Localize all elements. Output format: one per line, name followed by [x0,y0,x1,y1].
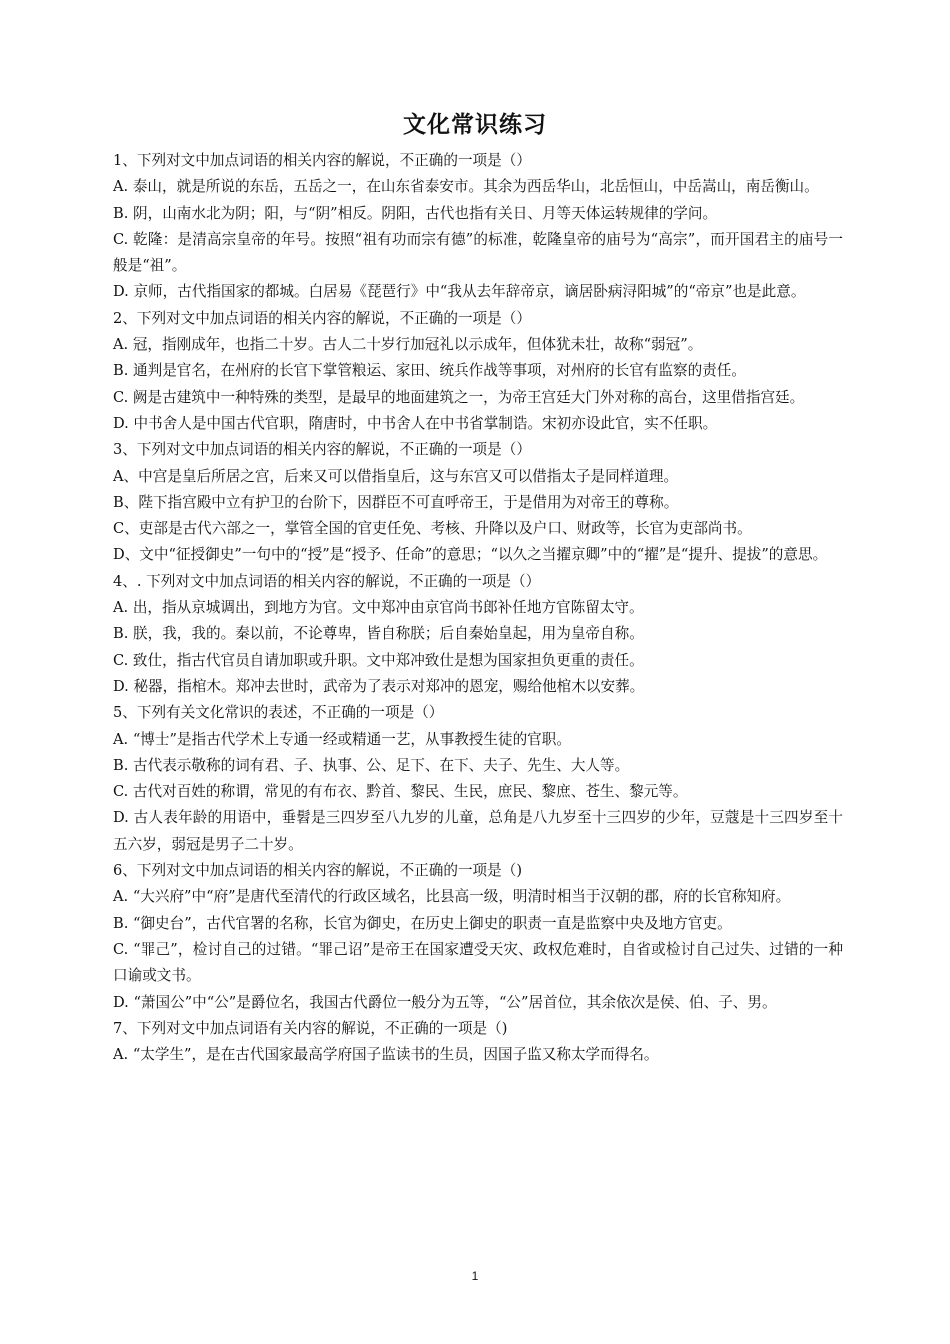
page-number: 1 [471,1269,479,1283]
question-5-option-b: B. 古代表示敬称的词有君、子、执事、公、足下、在下、夫子、先生、大人等。 [113,756,630,774]
question-3-stem: 3、下列对文中加点词语的相关内容的解说，不正确的一项是（） [113,441,531,459]
question-2-option-b: B. 通判是官名，在州府的长官下掌管粮运、家田、统兵作战等事项，对州府的长官有监察的责任。 [113,362,746,380]
question-6-option-c: C. “罪己”，检讨自己的过错。“罪己诏”是帝王在国家遭受天灾、政权危难时，自省或检讨自己过失、过错的一种口谕或文书。 [113,940,843,985]
question-1-option-a: A. 泰山，就是所说的东岳，五岳之一，在山东省泰安市。其余为西岳华山，北岳恒山，中岳嵩山，南岳衡山。 [113,178,819,196]
question-3-option-c: C、吏部是古代六部之一，掌管全国的官吏任免、考核、升降以及户口、财政等，长官为吏部尚书。 [113,520,752,538]
document-title: 文化常识练习 [403,112,547,138]
question-5-option-c: C. 古代对百姓的称谓，常见的有布衣、黔首、黎民、生民，庶民、黎庶、苍生、黎元等。 [113,783,688,801]
question-1-option-d: D. 京师，古代指国家的都城。白居易《琵琶行》中“我从去年辞帝京，谪居卧病浔阳城”的“帝京”也是此意。 [113,283,806,301]
question-2-option-a: A. 冠，指刚成年，也指二十岁。古人二十岁行加冠礼以示成年，但体犹未壮，故称“弱冠”。 [113,336,703,354]
question-1-option-c: C. 乾隆：是清高宗皇帝的年号。按照“祖有功而宗有德”的标准，乾隆皇帝的庙号为“高宗”，而开国君主的庙号一般是“祖”。 [113,230,843,275]
question-6-option-a: A. “大兴府”中“府”是唐代至清代的行政区域名，比县高一级，明清时相当于汉朝的郡，府的长官称知府。 [113,888,791,906]
question-5-option-d: D. 古人表年龄的用语中，垂髫是三四岁至八九岁的儿童，总角是八九岁至十三四岁的少年，豆蔻是十三四岁至十五六岁，弱冠是男子二十岁。 [113,809,843,853]
question-4-option-b: B. 朕，我，我的。秦以前，不论尊卑，皆自称朕；后自秦始皇起，用为皇帝自称。 [113,625,644,643]
question-5-option-a: A. “博士”是指古代学术上专通一经或精通一艺，从事教授生徒的官职。 [113,730,571,748]
question-6-option-d: D. “萧国公”中“公”是爵位名，我国古代爵位一般分为五等，“公”居首位，其余依次是侯、伯、子、男。 [113,993,777,1011]
question-4-option-a: A. 出，指从京城调出，到地方为官。文中郑冲由京官尚书郎补任地方官陈留太守。 [113,599,644,617]
question-4-stem: 4、. 下列对文中加点词语的相关内容的解说，不正确的一项是（） [113,572,541,590]
document-body [113,148,843,1068]
question-2-stem: 2、下列对文中加点词语的相关内容的解说，不正确的一项是（） [113,309,531,327]
question-3-option-d: D、文中“征授御史”一句中的“授”是“授予、任命”的意思；“以久之当擢京卿”中的“擢”是“提升、提拔”的意思。 [113,546,828,564]
question-3-option-a: A、中宫是皇后所居之宫，后来又可以借指皇后，这与东宫又可以借指太子是同样道理。 [113,467,679,485]
question-4-option-c: C. 致仕，指古代官员自请加职或升职。文中郑冲致仕是想为国家担负更重的责任。 [113,651,644,669]
question-7-option-a: A. “太学生”，是在古代国家最高学府国子监读书的生员，因国子监又称太学而得名。 [113,1046,659,1064]
question-1-stem: 1、下列对文中加点词语的相关内容的解说，不正确的一项是（） [113,152,531,169]
question-3-option-b: B、陛下指宫殿中立有护卫的台阶下，因群臣不可直呼帝王，于是借用为对帝王的尊称。 [113,493,679,511]
question-4-option-d: D. 秘器，指棺木。郑冲去世时，武帝为了表示对郑冲的恩宠，赐给他棺木以安葬。 [113,677,645,695]
question-2-option-c: C. 阙是古建筑中一种特殊的类型，是最早的地面建筑之一，为帝王宫廷大门外对称的高台，这里借指宫廷。 [113,388,805,406]
question-5-stem: 5、下列有关文化常识的表述，不正确的一项是（） [113,704,444,722]
question-6-stem: 6、下列对文中加点词语的相关内容的解说，不正确的一项是（) [113,862,523,880]
question-7-stem: 7、下列对文中加点词语有关内容的解说，不正确的一项是（) [113,1019,508,1037]
question-6-option-b: B. “御史台”，古代官署的名称，长官为御史，在历史上御史的职责一直是监察中央及地方官吏。 [113,914,732,932]
question-1-option-b: B. 阴，山南水北为阴；阳，与“阴”相反。阴阳，古代也指有关日、月等天体运转规律的学问。 [113,204,718,222]
question-2-option-d: D. 中书舍人是中国古代官职，隋唐时，中书舍人在中书省掌制诰。宋初亦设此官，实不任职。 [113,414,718,432]
